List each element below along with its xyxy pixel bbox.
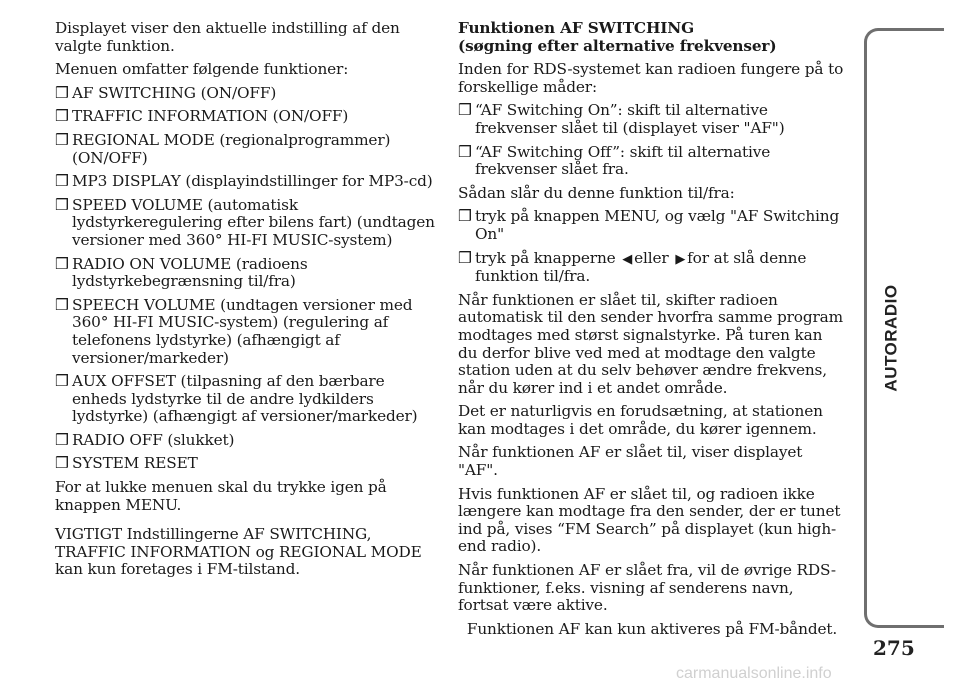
- list-item: ❒ RADIO OFF (slukket): [55, 430, 235, 449]
- list-item: ❒ SYSTEM RESET: [55, 454, 198, 473]
- fm-band-note: Funktionen AF kan kun aktiveres på FM-båndet.: [466, 619, 838, 638]
- list-item: ❒ MP3 DISPLAY (displayindstillinger for MP3-cd): [55, 172, 433, 191]
- checkbox-bullet-icon: ❒: [458, 248, 472, 267]
- checkbox-bullet-icon: ❒: [458, 142, 472, 161]
- page-number: 275: [873, 636, 915, 660]
- checkbox-bullet-icon: ❒: [458, 207, 472, 226]
- checkbox-bullet-icon: ❒: [55, 454, 69, 473]
- right-arrow-icon: ▶: [675, 251, 686, 267]
- fm-search-paragraph: Hvis funktionen AF er slået til, og radioen ikke længere kan modtage fra den sender, der er tunet ind på, vises “FM Search” på displayet (kun high-end radio).: [458, 484, 841, 556]
- reception-paragraph: Det er naturligvis en forudsætning, at stationen kan modtages i det område, du kører igennem.: [458, 402, 823, 438]
- list-item: ❒ AF SWITCHING (ON/OFF): [55, 83, 277, 102]
- display-af-paragraph: Når funktionen AF er slået til, viser displayet "AF".: [458, 443, 803, 480]
- side-tab-label: AUTORADIO: [882, 284, 902, 392]
- checkbox-bullet-icon: ❒: [458, 101, 472, 120]
- checkbox-bullet-icon: ❒: [55, 372, 69, 391]
- right-column: [458, 20, 846, 644]
- section-subheading: (søgning efter alternative frekvenser): [458, 36, 777, 55]
- checkbox-bullet-icon: ❒: [55, 107, 69, 126]
- list-item: ❒ RADIO ON VOLUME (radioens lydstyrkebegrænsning til/fra): [55, 254, 308, 291]
- checkbox-bullet-icon: ❒: [55, 254, 69, 273]
- list-item: ❒ TRAFFIC INFORMATION (ON/OFF): [55, 107, 349, 126]
- af-off-paragraph: Når funktionen AF er slået fra, vil de øvrige RDS-funktioner, f.eks. visning af senderens navn, fortsat være aktive.: [458, 561, 836, 615]
- list-item: ❒ AUX OFFSET (tilpasning af den bærbare enheds lydstyrke til de andre lydkilders lydstyrke) (afhængigt af versioner/markeder): [55, 372, 418, 426]
- menu-intro: Menuen omfatter følgende funktioner:: [55, 60, 349, 79]
- list-item: ❒ REGIONAL MODE (regionalprogrammer) (ON/OFF): [55, 130, 391, 167]
- close-menu-paragraph: For at lukke menuen skal du trykke igen på knappen MENU.: [55, 478, 387, 514]
- checkbox-bullet-icon: ❒: [55, 295, 69, 314]
- list-item: ❒ SPEECH VOLUME (undtagen versioner med 360° HI-FI MUSIC-system) (regulering af telefonens lydstyrke) (afhængigt af versioner/markeder): [55, 295, 413, 367]
- toggle-intro: Sådan slår du denne funktion til/fra:: [458, 183, 735, 202]
- list-item: ❒ “AF Switching Off”: skift til alternative frekvenser slået fra.: [458, 142, 771, 179]
- checkbox-bullet-icon: ❒: [55, 430, 69, 449]
- section-heading: Funktionen AF SWITCHING: [458, 19, 695, 37]
- af-on-paragraph: Når funktionen er slået til, skifter radioen automatisk til den sender hvorfra samme program modtages med størst signalstyrke. På turen kan du derfor blive ved med at modtage den valgte station uden at du selv behøver ændre frekvens, når du kører ind i et andet område.: [458, 290, 843, 397]
- left-arrow-icon: ◀: [622, 251, 633, 267]
- important-note: VIGTIGT Indstillingerne AF SWITCHING, TRAFFIC INFORMATION og REGIONAL MODE kan kun foretages i FM-tilstand.: [55, 525, 422, 579]
- list-item: ❒ SPEED VOLUME (automatisk lydstyrkeregulering efter bilens fart) (undtagen versioner med 360° HI-FI MUSIC-system): [55, 195, 435, 249]
- intro-paragraph: Displayet viser den aktuelle indstilling af den valgte funktion.: [55, 19, 400, 55]
- left-column: [55, 20, 435, 585]
- rds-paragraph: Inden for RDS-systemet kan radioen fungere på to forskellige måder:: [458, 60, 844, 96]
- checkbox-bullet-icon: ❒: [55, 130, 69, 149]
- menu-function-list: [55, 85, 435, 473]
- list-item: ❒ tryk på knapperne ◀ eller ▶ for at slå denne funktion til/fra.: [458, 248, 807, 286]
- checkbox-bullet-icon: ❒: [55, 172, 69, 191]
- checkbox-bullet-icon: ❒: [55, 195, 69, 214]
- checkbox-bullet-icon: ❒: [55, 83, 69, 102]
- list-item: ❒ “AF Switching On”: skift til alternative frekvenser slået til (displayet viser "AF"): [458, 101, 785, 137]
- watermark: carmanualsonline.info: [676, 665, 832, 682]
- list-item: ❒ tryk på knappen MENU, og vælg "AF Switching On": [458, 207, 840, 243]
